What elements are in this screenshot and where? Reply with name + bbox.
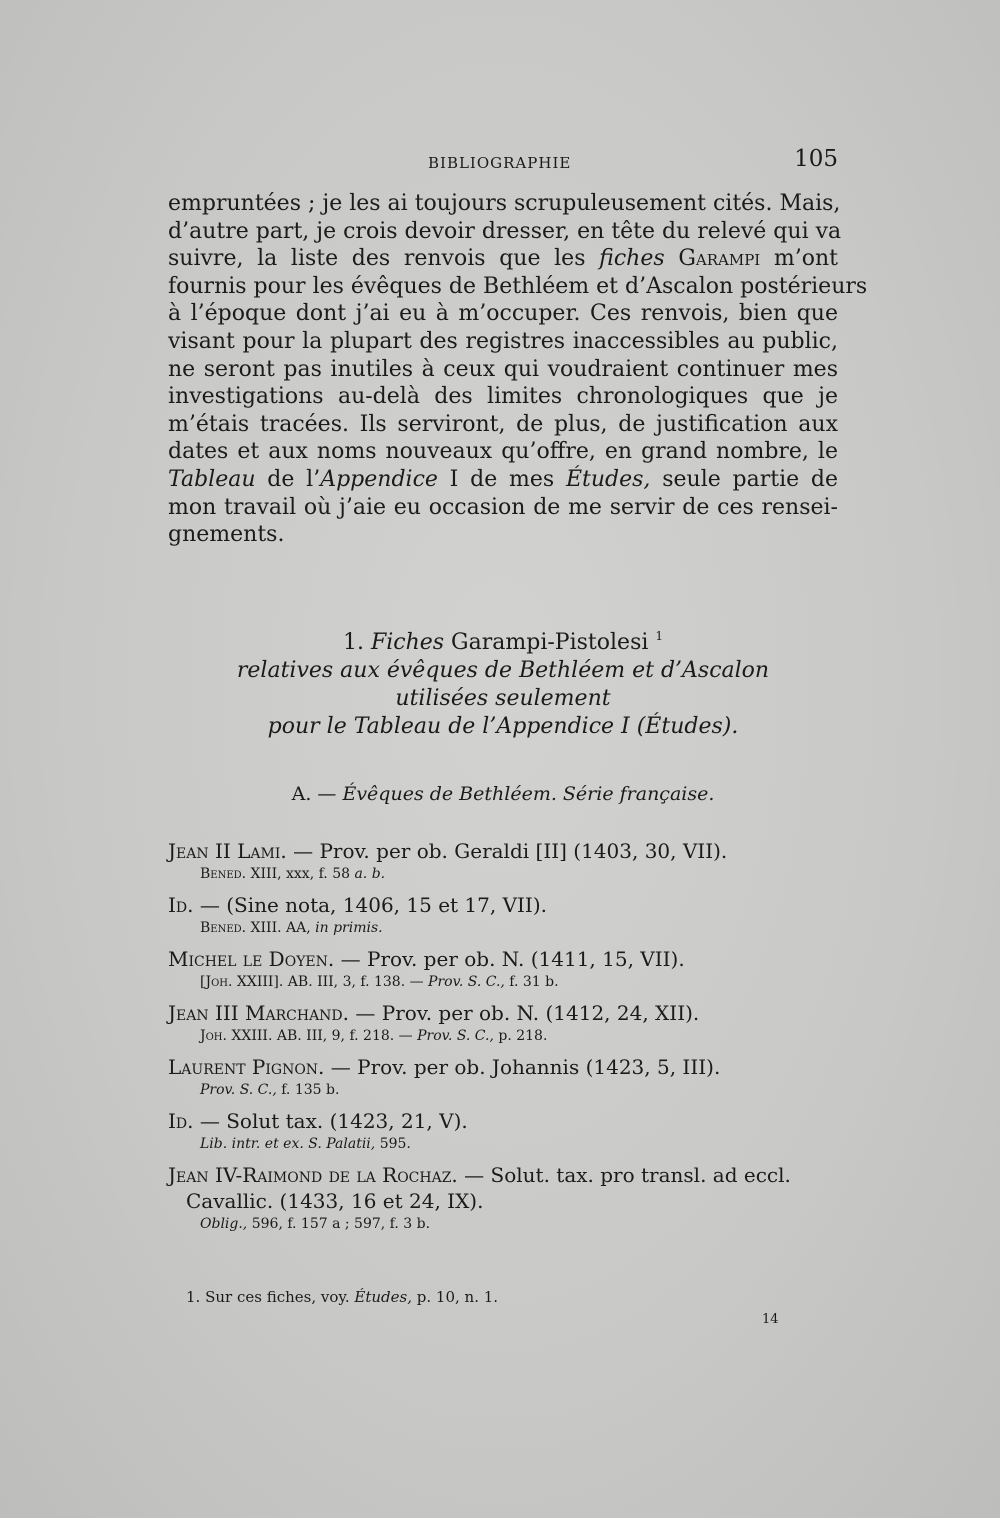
footnote-marker[interactable]: 1: [655, 629, 664, 643]
paragraph-line: mon travail où j’aie eu occasion de me servir de ces rensei-: [168, 494, 838, 520]
section-subtitle-line: pour le Tableau de l’Appendice I (Études).: [267, 714, 739, 739]
paragraph-line: fournis pour les évêques de Bethléem et d’Ascalon postérieurs: [168, 273, 868, 299]
entries-list: [168, 838, 838, 1242]
list-item: Id. — Solut tax. (1423, 21, V). Lib. intr. et ex. S. Palatii, 595.: [168, 1108, 838, 1154]
paragraph-line: ne seront pas inutiles à ceux qui voudraient continuer mes: [168, 356, 838, 382]
section-subtitle-line: utilisées seulement: [395, 686, 611, 711]
section-subtitle-line: relatives aux évêques de Bethléem et d’Ascalon: [236, 658, 770, 683]
list-item: Jean II Lami. — Prov. per ob. Geraldi [II] (1403, 30, VII). Bened. XIII, xxx, f. 58 a. b.: [168, 838, 838, 884]
entry-reference: Prov. S. C., f. 135 b.: [200, 1082, 340, 1098]
footnote: 1. Sur ces fiches, voy. Études, p. 10, n. 1.: [186, 1288, 499, 1306]
entry-reference: Bened. XIII, xxx, f. 58 a. b.: [200, 866, 386, 882]
paragraph-line: à l’époque dont j’ai eu à m’occuper. Ces renvois, bien que: [168, 301, 838, 327]
list-item: Jean IV-Raimond de la Rochaz. — Solut. tax. pro transl. ad eccl. Cavallic. (1433, 16 et 24, IX). Oblig., 596, f. 157 a ; 597, f. 3 b.: [168, 1162, 838, 1234]
entry-reference: Lib. intr. et ex. S. Palatii, 595.: [200, 1136, 411, 1152]
entry-reference: [Joh. XXIII]. AB. III, 3, f. 138. — Prov. S. C., f. 31 b.: [200, 974, 559, 990]
bishop-name: Jean IV-Raimond de la Rochaz.: [168, 1163, 458, 1187]
list-item: Michel le Doyen. — Prov. per ob. N. (1411, 15, VII). [Joh. XXIII]. AB. III, 3, f. 138. — Prov. S. C., f. 31 b.: [168, 946, 838, 992]
subsection-heading: A. — Évêques de Bethléem. Série française.: [291, 783, 715, 805]
paragraph-line: suivre, la liste des renvois que les fiches Garampi m’ont: [168, 246, 839, 272]
entry-reference: Joh. XXIII. AB. III, 9, f. 218. — Prov. S. C., p. 218.: [200, 1028, 548, 1044]
bishop-name: Id.: [168, 893, 194, 917]
paragraph-line: dates et aux noms nouveaux qu’offre, en grand nombre, le: [168, 439, 838, 465]
running-title: BIBLIOGRAPHIE: [428, 154, 572, 172]
paragraph-line: gnements.: [168, 522, 285, 548]
entry-continuation: Cavallic. (1433, 16 et 24, IX).: [186, 1189, 484, 1213]
bishop-name: Id.: [168, 1109, 194, 1133]
page-number: 105: [794, 146, 838, 172]
list-item: Jean III Marchand. — Prov. per ob. N. (1412, 24, XII). Joh. XXIII. AB. III, 9, f. 218. — Prov. S. C., p. 218.: [168, 1000, 838, 1046]
bishop-name: Laurent Pignon.: [168, 1055, 325, 1079]
paragraph-line: empruntées ; je les ai toujours scrupuleusement cités. Mais,: [168, 191, 841, 216]
entry-reference: Bened. XIII. AA, in primis.: [200, 920, 383, 936]
section-title: [168, 622, 838, 741]
paragraph-line: Tableau de l’Appendice I de mes Études, seule partie de: [168, 466, 839, 492]
bishop-name: Jean II Lami.: [168, 839, 287, 863]
section-title-line: 1. Fiches Garampi-Pistolesi $^1$: [342, 629, 664, 655]
list-item: Laurent Pignon. — Prov. per ob. Johannis (1423, 5, III). Prov. S. C., f. 135 b.: [168, 1054, 838, 1100]
paragraph-line: investigations au-delà des limites chronologiques que je: [168, 384, 838, 410]
bishop-name: Jean III Marchand.: [168, 1001, 350, 1025]
paragraph-line: d’autre part, je crois devoir dresser, en tête du relevé qui va: [168, 218, 842, 244]
bishop-name: Michel le Doyen.: [168, 947, 335, 971]
entry-reference: Oblig., 596, f. 157 a ; 597, f. 3 b.: [200, 1216, 431, 1232]
page-header: [168, 146, 838, 180]
list-item: Id. — (Sine nota, 1406, 15 et 17, VII). Bened. XIII. AA, in primis.: [168, 892, 838, 938]
paragraph-line: visant pour la plupart des registres inaccessibles au public,: [168, 328, 838, 354]
paragraph-line: m’étais tracées. Ils serviront, de plus, de justification aux: [168, 411, 838, 437]
body-paragraph: [168, 190, 868, 549]
signature-mark: 14: [762, 1312, 779, 1327]
